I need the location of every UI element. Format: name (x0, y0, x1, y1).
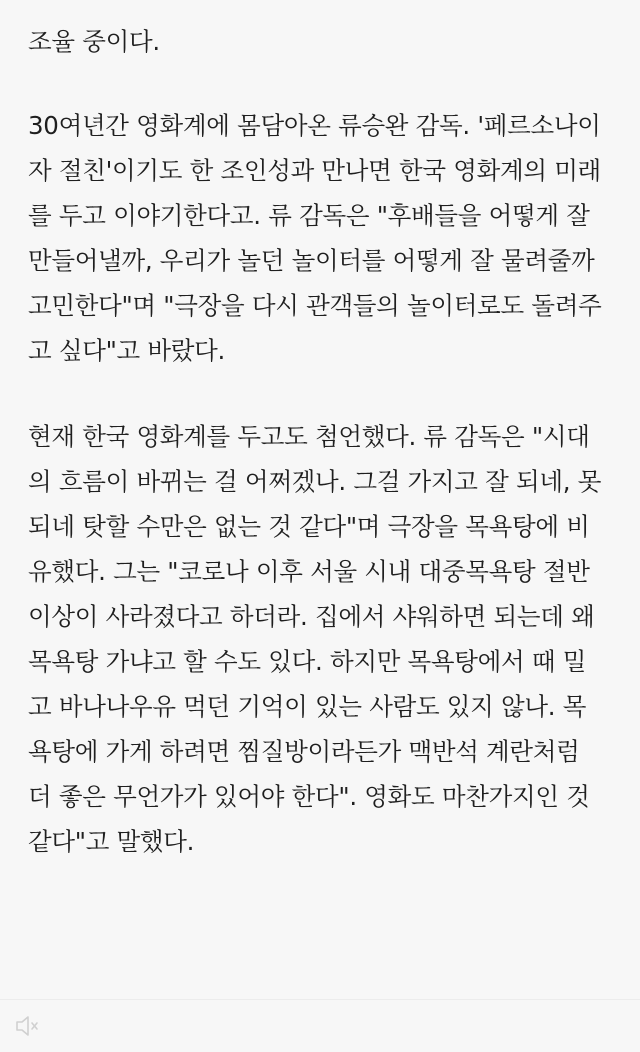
article-line: 욕탕에 가게 하려면 찜질방이라든가 맥반석 계란처럼 (28, 737, 580, 766)
speaker-icon[interactable] (14, 1014, 40, 1042)
article-line: 같다"고 말했다. (28, 827, 195, 856)
article-line: 고 싶다"고 바랐다. (28, 336, 226, 365)
article-line: 30여년간 영화계에 몸담아온 류승완 감독. '페르소나이 (28, 111, 601, 140)
article-line: 자 절친'이기도 한 조인성과 만나면 한국 영화계의 미래 (28, 156, 601, 185)
article-line: 의 흐름이 바뀌는 걸 어쩌겠나. 그걸 가지고 잘 되네, 못 (28, 467, 602, 496)
article-line: 이상이 사라졌다고 하더라. 집에서 샤워하면 되는데 왜 (28, 602, 595, 631)
article-line: 만들어낼까, 우리가 놀던 놀이터를 어떻게 잘 물려줄까 (28, 246, 595, 275)
article-line: 되네 탓할 수만은 없는 것 같다"며 극장을 목욕탕에 비 (28, 512, 590, 541)
article-line: 를 두고 이야기한다고. 류 감독은 "후배들을 어떻게 잘 (28, 201, 590, 230)
article-line: 목욕탕 가냐고 할 수도 있다. 하지만 목욕탕에서 때 밀 (28, 647, 587, 676)
article-line: 고민한다"며 "극장을 다시 관객들의 놀이터로도 돌려주 (28, 291, 602, 320)
bottom-toolbar (0, 999, 640, 1052)
article-line: 현재 한국 영화계를 두고도 첨언했다. 류 감독은 "시대 (28, 422, 590, 451)
article-line: 유했다. 그는 "코로나 이후 서울 시내 대중목욕탕 절반 (28, 557, 590, 586)
article-line: 조율 중이다. (28, 27, 160, 56)
article-line: 고 바나나우유 먹던 기억이 있는 사람도 있지 않나. 목 (28, 692, 587, 721)
article-line: 더 좋은 무언가가 있어야 한다". 영화도 마찬가지인 것 (28, 782, 590, 811)
